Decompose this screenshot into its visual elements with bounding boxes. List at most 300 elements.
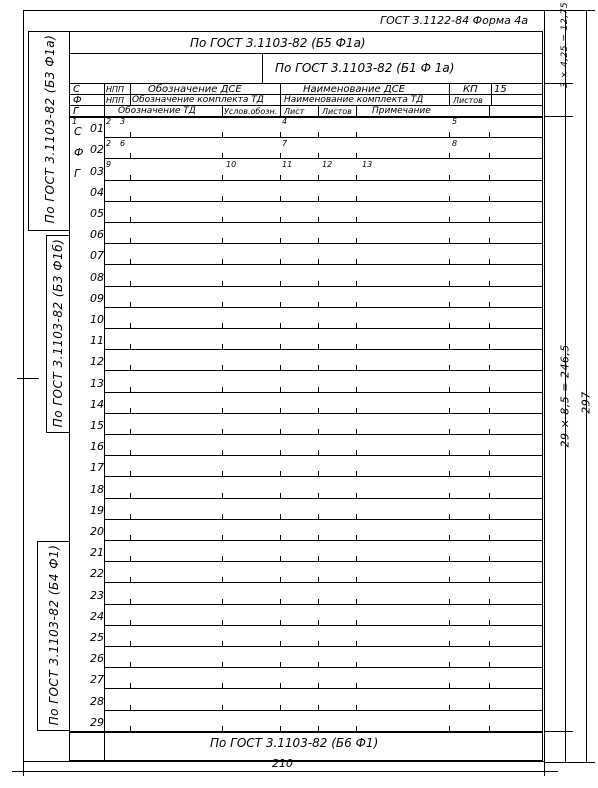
column-tick xyxy=(222,217,223,222)
divider xyxy=(491,83,492,105)
column-tick xyxy=(449,662,450,667)
dimension-line xyxy=(545,731,573,732)
column-tick xyxy=(222,705,223,710)
divider xyxy=(130,83,131,105)
header-row-f-kit-name: Наименование комплекта ТД xyxy=(284,95,424,105)
row-line xyxy=(104,137,543,138)
column-tick xyxy=(449,387,450,392)
column-tick xyxy=(356,175,357,180)
divider xyxy=(69,53,543,54)
column-tick xyxy=(130,471,131,476)
column-tick xyxy=(130,620,131,625)
row-line xyxy=(104,540,543,541)
column-tick xyxy=(280,153,281,158)
row-line xyxy=(104,201,543,202)
row-number: 05 xyxy=(90,207,104,220)
column-tick xyxy=(280,302,281,307)
bottom-header: По ГОСТ 3.1103-82 (Б6 Ф1) xyxy=(210,736,379,750)
column-tick xyxy=(449,323,450,328)
row-number: 25 xyxy=(90,631,104,644)
header-row-c-kp: КП xyxy=(463,84,478,95)
column-tick xyxy=(356,365,357,370)
column-tick xyxy=(356,514,357,519)
column-tick xyxy=(356,281,357,286)
column-tick xyxy=(318,429,319,434)
row-number: 28 xyxy=(90,694,104,708)
column-tick xyxy=(280,281,281,286)
column-tick xyxy=(318,577,319,582)
dimension-bottom: 210 xyxy=(272,757,293,770)
column-tick xyxy=(449,408,450,413)
column-tick xyxy=(449,344,450,349)
row-line xyxy=(104,222,543,223)
divider xyxy=(318,105,319,116)
column-tick xyxy=(489,514,490,519)
column-tick xyxy=(130,493,131,498)
side-label-b4f1: По ГОСТ 3.1103-82 (Б4 Ф1) xyxy=(47,544,61,726)
column-tick xyxy=(356,238,357,243)
row-number: 29 xyxy=(90,715,104,729)
form-frame xyxy=(69,31,543,761)
column-tick xyxy=(318,196,319,201)
column-tick xyxy=(449,302,450,307)
divider xyxy=(489,105,490,116)
column-tick xyxy=(489,259,490,264)
row-line xyxy=(104,582,543,583)
row-line xyxy=(104,625,543,626)
row-number: 17 xyxy=(90,461,104,475)
column-tick xyxy=(280,556,281,561)
row-line xyxy=(104,286,543,287)
row-line xyxy=(104,349,543,350)
column-tick xyxy=(489,641,490,646)
divider xyxy=(104,83,105,761)
column-tick xyxy=(222,365,223,370)
column-tick xyxy=(449,238,450,243)
row-line xyxy=(104,328,543,329)
row-number: 15 xyxy=(90,419,104,432)
column-tick xyxy=(318,683,319,688)
divider xyxy=(69,731,543,733)
header-row-f-letter: Ф xyxy=(73,95,82,106)
column-tick xyxy=(449,217,450,222)
column-tick xyxy=(130,599,131,604)
header-row-c-letter: С xyxy=(73,84,80,95)
column-tick xyxy=(318,450,319,455)
column-tick xyxy=(356,577,357,582)
column-tick xyxy=(222,344,223,349)
col-number: 5 xyxy=(452,117,458,126)
column-tick xyxy=(280,599,281,604)
column-tick xyxy=(222,683,223,688)
column-tick xyxy=(356,599,357,604)
dimension-line xyxy=(23,762,24,776)
header-row-g-code: Услов.обозн. xyxy=(224,107,278,116)
column-tick xyxy=(280,471,281,476)
column-tick xyxy=(130,217,131,222)
column-tick xyxy=(318,259,319,264)
column-tick xyxy=(222,153,223,158)
column-tick xyxy=(280,450,281,455)
dimension-right-total: 297 xyxy=(579,391,593,414)
column-tick xyxy=(130,535,131,540)
row-number: 24 xyxy=(90,609,104,623)
header-row-g-sheets: Листов xyxy=(322,107,352,116)
column-tick xyxy=(318,302,319,307)
column-tick xyxy=(489,429,490,434)
side-label-b3f1a: По ГОСТ 3.1103-82 (Б3 Ф1а) xyxy=(43,34,57,224)
column-tick xyxy=(489,365,490,370)
column-tick xyxy=(280,620,281,625)
column-tick xyxy=(130,429,131,434)
row-line xyxy=(104,370,543,371)
row-number: 12 xyxy=(90,355,104,369)
row-number: 27 xyxy=(90,673,104,687)
row-line xyxy=(104,434,543,435)
row-number: 04 xyxy=(90,185,104,199)
col-number: 2 xyxy=(106,117,112,126)
second-header: По ГОСТ 3.1103-82 (Б1 Ф 1а) xyxy=(275,61,455,75)
column-tick xyxy=(130,514,131,519)
col-number: 9 xyxy=(106,160,112,169)
column-tick xyxy=(318,344,319,349)
column-tick xyxy=(280,408,281,413)
row-number: 03 xyxy=(90,164,104,178)
column-tick xyxy=(489,323,490,328)
column-tick xyxy=(356,429,357,434)
column-tick xyxy=(449,365,450,370)
row-line xyxy=(104,498,543,499)
column-tick xyxy=(356,450,357,455)
side-mark xyxy=(17,378,39,379)
column-tick xyxy=(449,705,450,710)
column-tick xyxy=(280,683,281,688)
row-line xyxy=(104,413,543,414)
column-tick xyxy=(130,408,131,413)
column-tick xyxy=(318,365,319,370)
column-tick xyxy=(489,196,490,201)
header-row-c-designation: Обозначение ДСЕ xyxy=(148,84,242,95)
side-label-b3f1b: По ГОСТ 3.1103-82 (Б3 Ф1б) xyxy=(51,238,65,428)
column-tick xyxy=(222,620,223,625)
column-tick xyxy=(280,344,281,349)
column-tick xyxy=(489,217,490,222)
column-tick xyxy=(130,683,131,688)
column-tick xyxy=(280,259,281,264)
column-tick xyxy=(356,620,357,625)
header-row-g-td-designation: Обозначение ТД xyxy=(118,106,196,116)
column-tick xyxy=(449,556,450,561)
column-tick xyxy=(449,196,450,201)
row-number: 20 xyxy=(90,525,104,538)
column-tick xyxy=(489,471,490,476)
column-tick xyxy=(489,599,490,604)
column-tick xyxy=(356,217,357,222)
column-tick xyxy=(130,259,131,264)
row-line xyxy=(104,180,543,181)
col-number: 1 xyxy=(72,117,78,126)
column-tick xyxy=(356,132,357,137)
column-tick xyxy=(130,365,131,370)
dimension-line xyxy=(544,762,545,776)
column-tick xyxy=(130,662,131,667)
column-tick xyxy=(449,599,450,604)
col-number: 3 xyxy=(120,117,126,126)
column-tick xyxy=(449,514,450,519)
column-tick xyxy=(318,408,319,413)
column-tick xyxy=(222,599,223,604)
column-tick xyxy=(489,683,490,688)
column-tick xyxy=(222,535,223,540)
column-tick xyxy=(318,238,319,243)
row-line xyxy=(104,476,543,477)
column-tick xyxy=(280,387,281,392)
column-tick xyxy=(318,175,319,180)
row-number: 18 xyxy=(90,482,104,496)
row-number: 26 xyxy=(90,652,104,666)
column-tick xyxy=(280,429,281,434)
row-number: 07 xyxy=(90,249,104,263)
row-line xyxy=(104,307,543,308)
column-tick xyxy=(222,450,223,455)
column-tick xyxy=(280,577,281,582)
column-tick xyxy=(280,323,281,328)
column-tick xyxy=(222,662,223,667)
column-tick xyxy=(318,493,319,498)
column-tick xyxy=(489,450,490,455)
header-row-g-sheet: Лист xyxy=(284,107,305,116)
column-tick xyxy=(318,471,319,476)
row-line xyxy=(104,561,543,562)
column-tick xyxy=(449,493,450,498)
column-tick xyxy=(222,281,223,286)
row-line xyxy=(104,688,543,689)
header-row-c-name: Наименование ДСЕ xyxy=(303,84,406,95)
column-tick xyxy=(489,620,490,625)
header-row-c-npp: НПП xyxy=(106,85,125,94)
column-tick xyxy=(449,535,450,540)
column-tick xyxy=(130,705,131,710)
col-number: 8 xyxy=(452,139,458,148)
column-tick xyxy=(449,132,450,137)
column-tick xyxy=(318,281,319,286)
col-number: 2 xyxy=(106,139,112,148)
col-number: 6 xyxy=(120,139,126,148)
row-number: 22 xyxy=(90,567,104,581)
column-tick xyxy=(356,196,357,201)
col-number: 12 xyxy=(322,160,333,169)
column-tick xyxy=(222,238,223,243)
row-number: 21 xyxy=(90,546,104,560)
column-tick xyxy=(280,175,281,180)
column-tick xyxy=(449,281,450,286)
column-tick xyxy=(489,153,490,158)
column-tick xyxy=(222,577,223,582)
column-tick xyxy=(318,641,319,646)
row-line xyxy=(104,604,543,605)
column-tick xyxy=(489,175,490,180)
column-tick xyxy=(280,705,281,710)
row-number: 13 xyxy=(90,376,104,390)
column-tick xyxy=(449,471,450,476)
row-number: 08 xyxy=(90,270,104,284)
header-row-f-sheets: Листов xyxy=(453,96,483,105)
row-line xyxy=(104,519,543,520)
header-row-f-kit-designation: Обозначение комплекта ТД xyxy=(132,95,264,105)
row-line xyxy=(104,243,543,244)
row-number: 10 xyxy=(90,313,104,326)
row-line xyxy=(104,264,543,265)
column-tick xyxy=(280,365,281,370)
row-line xyxy=(104,455,543,456)
column-tick xyxy=(222,408,223,413)
header-row-c-num: 15 xyxy=(494,84,507,95)
column-tick xyxy=(449,175,450,180)
row-number: 02 xyxy=(90,143,104,157)
row-letter-f: Ф xyxy=(74,146,84,159)
column-tick xyxy=(489,302,490,307)
column-tick xyxy=(356,683,357,688)
column-tick xyxy=(449,429,450,434)
column-tick xyxy=(489,344,490,349)
column-tick xyxy=(222,387,223,392)
row-number: 19 xyxy=(90,503,104,517)
column-tick xyxy=(130,153,131,158)
column-tick xyxy=(222,556,223,561)
column-tick xyxy=(130,238,131,243)
column-tick xyxy=(318,514,319,519)
column-tick xyxy=(356,153,357,158)
column-tick xyxy=(318,217,319,222)
column-tick xyxy=(449,641,450,646)
column-tick xyxy=(222,132,223,137)
column-tick xyxy=(222,302,223,307)
col-number: 10 xyxy=(226,160,237,169)
column-tick xyxy=(489,535,490,540)
column-tick xyxy=(222,196,223,201)
row-line xyxy=(104,392,543,393)
column-tick xyxy=(130,450,131,455)
col-number: 11 xyxy=(282,160,293,169)
column-tick xyxy=(489,132,490,137)
divider xyxy=(69,116,543,118)
column-tick xyxy=(130,302,131,307)
column-tick xyxy=(130,556,131,561)
row-line xyxy=(104,667,543,668)
column-tick xyxy=(356,535,357,540)
column-tick xyxy=(489,493,490,498)
column-tick xyxy=(356,493,357,498)
row-number: 06 xyxy=(90,228,104,242)
column-tick xyxy=(449,620,450,625)
form-title: ГОСТ 3.1122-84 Форма 4а xyxy=(380,14,529,27)
dimension-right-mid: 29 × 8,5 = 246,5 xyxy=(558,344,572,448)
column-tick xyxy=(356,556,357,561)
column-tick xyxy=(489,705,490,710)
column-tick xyxy=(222,429,223,434)
dimension-line xyxy=(545,116,573,117)
divider xyxy=(280,83,281,116)
row-number: 16 xyxy=(90,440,104,454)
column-tick xyxy=(489,556,490,561)
column-tick xyxy=(449,153,450,158)
column-tick xyxy=(356,259,357,264)
column-tick xyxy=(318,132,319,137)
row-number: 14 xyxy=(90,397,104,411)
column-tick xyxy=(318,620,319,625)
column-tick xyxy=(318,153,319,158)
column-tick xyxy=(356,471,357,476)
column-tick xyxy=(222,323,223,328)
column-tick xyxy=(130,387,131,392)
column-tick xyxy=(356,302,357,307)
column-tick xyxy=(130,132,131,137)
column-tick xyxy=(280,217,281,222)
column-tick xyxy=(222,493,223,498)
row-letter-c: С xyxy=(74,125,82,138)
divider xyxy=(262,53,263,83)
row-number: 01 xyxy=(90,122,104,136)
column-tick xyxy=(356,344,357,349)
column-tick xyxy=(449,259,450,264)
column-tick xyxy=(222,514,223,519)
dimension-line xyxy=(545,10,595,11)
column-tick xyxy=(280,132,281,137)
column-tick xyxy=(318,387,319,392)
column-tick xyxy=(222,641,223,646)
column-tick xyxy=(318,705,319,710)
row-line xyxy=(104,710,543,711)
column-tick xyxy=(356,408,357,413)
row-letter-g: Г xyxy=(74,167,81,180)
header-row-g-letter: Г xyxy=(73,106,79,117)
column-tick xyxy=(489,662,490,667)
column-tick xyxy=(356,387,357,392)
column-tick xyxy=(280,514,281,519)
column-tick xyxy=(489,408,490,413)
dimension-line xyxy=(12,771,558,772)
column-tick xyxy=(130,175,131,180)
column-tick xyxy=(280,662,281,667)
column-tick xyxy=(356,641,357,646)
row-line xyxy=(104,158,543,159)
column-tick xyxy=(130,323,131,328)
column-tick xyxy=(318,535,319,540)
column-tick xyxy=(130,641,131,646)
column-tick xyxy=(222,259,223,264)
column-tick xyxy=(280,238,281,243)
column-tick xyxy=(318,323,319,328)
column-tick xyxy=(356,705,357,710)
column-tick xyxy=(356,323,357,328)
column-tick xyxy=(489,577,490,582)
row-number: 23 xyxy=(90,588,104,602)
column-tick xyxy=(489,387,490,392)
row-line xyxy=(104,646,543,647)
col-number: 7 xyxy=(282,139,288,148)
row-number: 09 xyxy=(90,291,104,305)
header-row-g-note: Примечание xyxy=(372,106,431,116)
column-tick xyxy=(130,577,131,582)
col-number: 4 xyxy=(282,117,288,126)
column-tick xyxy=(222,175,223,180)
column-tick xyxy=(280,535,281,540)
row-number: 11 xyxy=(90,334,104,348)
column-tick xyxy=(280,196,281,201)
column-tick xyxy=(130,196,131,201)
top-header: По ГОСТ 3.1103-82 (Б5 Ф1а) xyxy=(190,36,366,50)
divider xyxy=(222,105,223,116)
